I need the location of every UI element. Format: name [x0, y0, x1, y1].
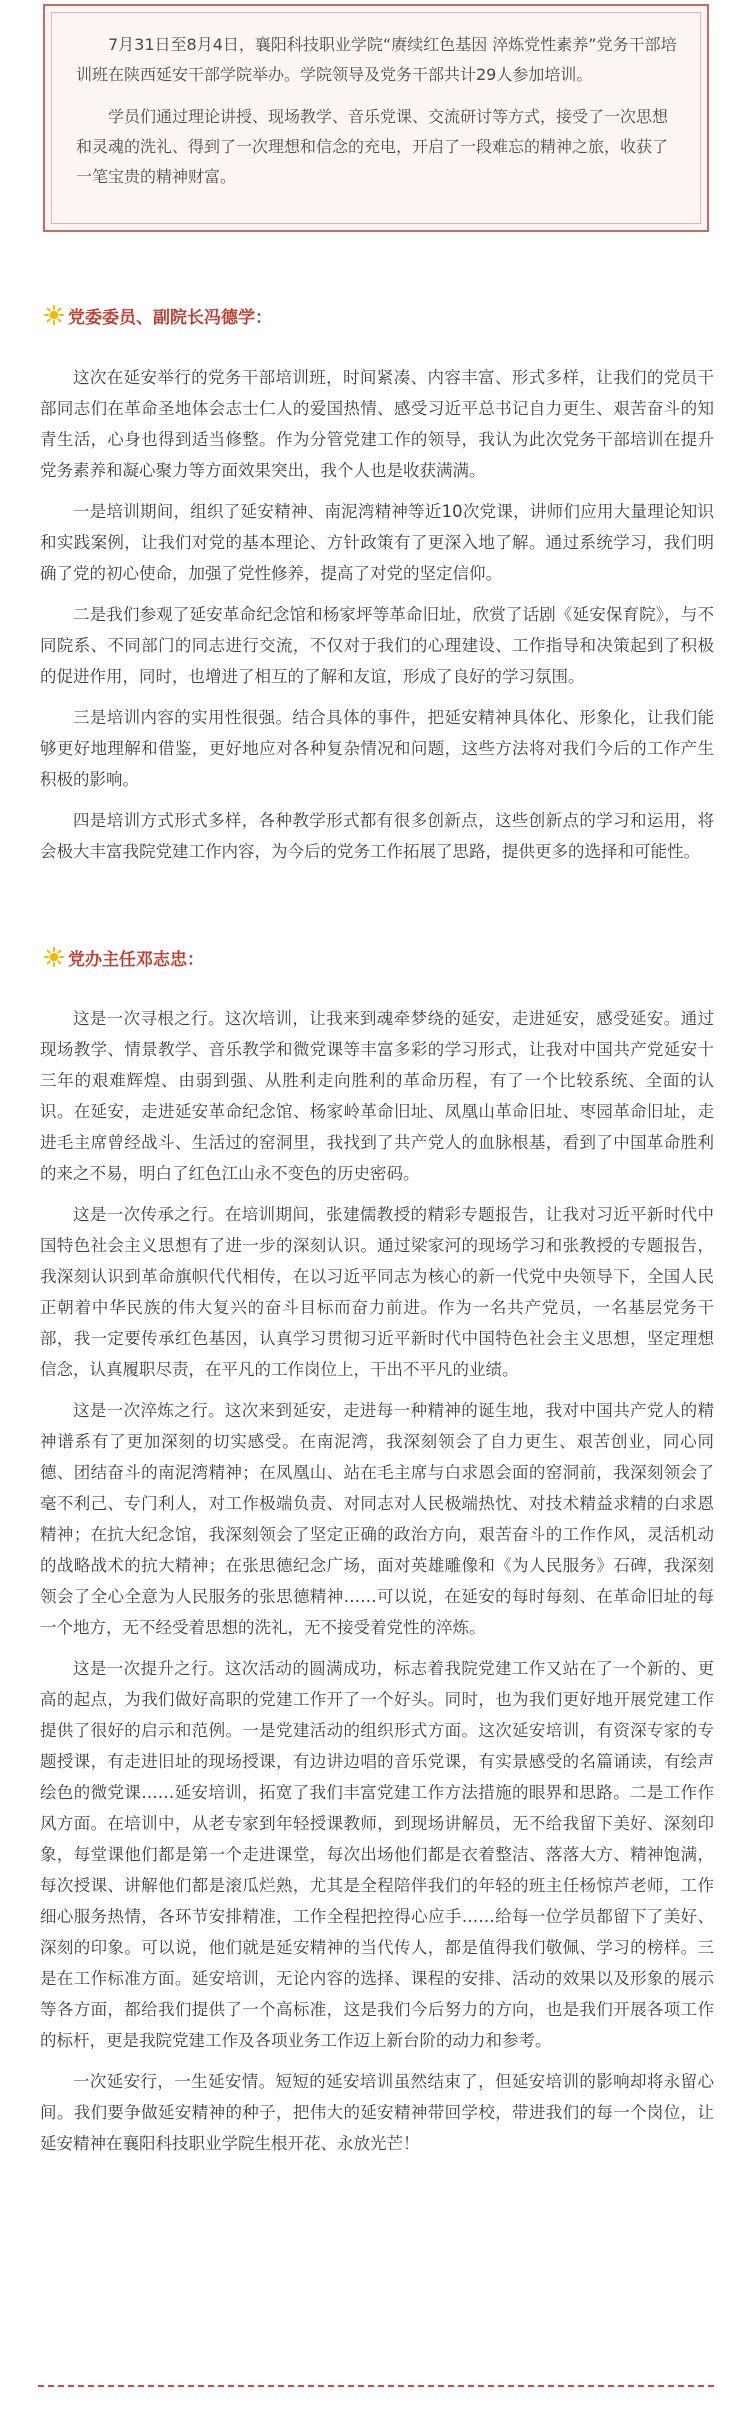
- section-2-heading: [44, 945, 204, 969]
- intro-text: [76, 30, 682, 204]
- section-1-heading-text: 党委委员、副院长冯德学：: [68, 307, 272, 328]
- intro-paragraph-2: 学员们通过理论讲授、现场教学、音乐党课、交流研讨等方式，接受了一次思想和灵魂的洗礼、得到了一次理想和信念的充电，开启了一段难忘的精神之旅，收获了一笔宝贵的精神财富。: [76, 107, 669, 186]
- sun-icon: [44, 947, 64, 967]
- section-1-heading: [44, 303, 272, 327]
- section-1-paragraph: 一是培训期间，组织了延安精神、南泥湾精神等近10次党课，讲师们应用大量理论知识和实践案例，让我们对党的基本理论、方针政策有了更深入地了解。通过系统学习，我们明确了党的初心使命，加强了党性修养，提高了对党的坚定信仰。: [40, 502, 714, 583]
- intro-box: [43, 4, 709, 232]
- section-2-body: [40, 1003, 714, 2169]
- section-2-paragraph: 这是一次寻根之行。这次培训，让我来到魂牵梦绕的延安，走进延安，感受延安。通过现场教学、情景教学、音乐教学和微党课等丰富多彩的学习形式，让我对中国共产党延安十三年的艰难辉煌、由弱到强、从胜利走向胜利的革命历程，有了一个比较系统、全面的认识。在延安，走进延安革命纪念馆、杨家岭革命旧址、凤凰山革命旧址、枣园革命旧址，走进毛主席曾经战斗、生活过的窑洞里，我找到了共产党人的血脉根基，看到了中国革命胜利的来之不易，明白了红色江山永不变色的历史密码。: [40, 1009, 714, 1183]
- intro-paragraph-1: 7月31日至8月4日，襄阳科技职业学院“赓续红色基因 淬炼党性素养”党务干部培训班在陕西延安干部学院举办。学院领导及党务干部共计29人参加培训。: [76, 35, 677, 84]
- section-1-paragraph: 四是培训方式形式多样，各种教学形式都有很多创新点，这些创新点的学习和运用，将会极大丰富我院党建工作内容，为今后的党务工作拓展了思路，提供更多的选择和可能性。: [40, 811, 714, 861]
- section-2-heading-text: 党办主任邓志忠：: [68, 949, 204, 970]
- section-1-body: [40, 362, 714, 877]
- dashed-divider: [38, 2385, 714, 2387]
- section-1-paragraph: 这次在延安举行的党务干部培训班，时间紧凑、内容丰富、形式多样，让我们的党员干部同志们在革命圣地体会志士仁人的爱国热情、感受习近平总书记自力更生、艰苦奋斗的知青生活，心身也得到适当修整。作为分管党建工作的领导，我认为此次党务干部培训在提升党务素养和凝心聚力等方面效果突出，我个人也是收获满满。: [40, 368, 714, 480]
- section-2-paragraph: 这是一次提升之行。这次活动的圆满成功，标志着我院党建工作又站在了一个新的、更高的起点，为我们做好高职的党建工作开了一个好头。同时，也为我们更好地开展党建工作提供了很好的启示和范例。一是党建活动的组织形式方面。这次延安培训，有资深专家的专题授课，有走进旧址的现场授课，有边讲边唱的音乐党课，有实景感受的名篇诵读，有绘声绘色的微党课……延安培训，拓宽了我们丰富党建工作方法措施的眼界和思路。二是工作作风方面。在培训中，从老专家到年轻授课教师，到现场讲解员，无不给我留下美好、深刻印象，每堂课他们都是第一个走进课堂，每次出场他们都是衣着整洁、落落大方、精神饱满，每次授课、讲解他们都是滚瓜烂熟，尤其是全程陪伴我们的年轻的班主任杨惊芦老师，工作细心服务热情，各环节安排精准，工作全程把控得心应手……给每一位学员都留下了美好、深刻的印象。可以说，他们就是延安精神的当代传人，都是值得我们敬佩、学习的榜样。三是在工作标准方面。延安培训，无论内容的选择、课程的安排、活动的效果以及形象的展示等各方面，都给我们提供了一个高标准，这是我们今后努力的方向，也是我们开展各项工作的标杆，更是我院党建工作及各项业务工作迈上新台阶的动力和参考。: [40, 1659, 714, 2050]
- section-1-paragraph: 三是培训内容的实用性很强。结合具体的事件，把延安精神具体化、形象化，让我们能够更好地理解和借鉴，更好地应对各种复杂情况和问题，这些方法将对我们今后的工作产生积极的影响。: [40, 708, 714, 789]
- sun-icon: [44, 305, 64, 325]
- section-2-paragraph: 这是一次传承之行。在培训期间，张建儒教授的精彩专题报告，让我对习近平新时代中国特色社会主义思想有了进一步的深刻认识。通过梁家河的现场学习和张教授的专题报告，我深刻认识到革命旗帜代代相传，在以习近平同志为核心的新一代党中央领导下，全国人民正朝着中华民族的伟大复兴的奋斗目标而奋力前进。作为一名共产党员，一名基层党务干部，我一定要传承红色基因，认真学习贯彻习近平新时代中国特色社会主义思想，坚定理想信念，认真履职尽责，在平凡的工作岗位上，干出不平凡的业绩。: [40, 1205, 714, 1379]
- section-2-paragraph: 这是一次淬炼之行。这次来到延安，走进每一种精神的诞生地，我对中国共产党人的精神谱系有了更加深刻的切实感受。在南泥湾，我深刻领会了自力更生、艰苦创业，同心同德、团结奋斗的南泥湾精神；在凤凰山、站在毛主席与白求恩会面的窑洞前，我深刻领会了毫不利己、专门利人，对工作极端负责、对同志对人民极端热忱、对技术精益求精的白求恩精神；在抗大纪念馆，我深刻领会了坚定正确的政治方向，艰苦奋斗的工作作风，灵活机动的战略战术的抗大精神；在张思德纪念广场，面对英雄雕像和《为人民服务》石碑，我深刻领会了全心全意为人民服务的张思德精神……可以说，在延安的每时每刻、在革命旧址的每一个地方，无不经受着思想的洗礼，无不接受着党性的淬炼。: [40, 1401, 714, 1637]
- section-1-paragraph: 二是我们参观了延安革命纪念馆和杨家坪等革命旧址，欣赏了话剧《延安保育院》，与不同院系、不同部门的同志进行交流，不仅对于我们的心理建设、工作指导和决策起到了积极的促进作用，同时，也增进了相互的了解和友谊，形成了良好的学习氛围。: [40, 605, 714, 686]
- section-2-paragraph: 一次延安行，一生延安情。短短的延安培训虽然结束了，但延安培训的影响却将永留心间。我们要争做延安精神的种子，把伟大的延安精神带回学校，带进我们的每一个岗位，让延安精神在襄阳科技职业学院生根开花、永放光芒！: [40, 2072, 714, 2153]
